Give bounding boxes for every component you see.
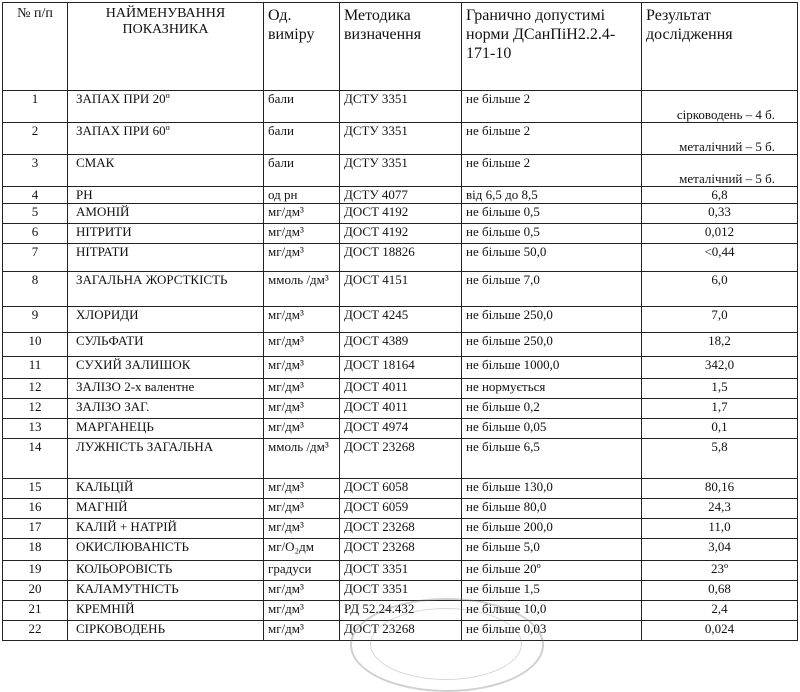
- cell-name: ЛУЖНІСТЬ ЗАГАЛЬНА: [68, 439, 264, 479]
- cell-num: 14: [3, 439, 68, 479]
- cell-unit: мг/дм³: [264, 244, 340, 272]
- cell-num: 3: [3, 155, 68, 187]
- cell-norm: не більше 0,05: [462, 419, 642, 439]
- cell-name: МАРГАНЕЦЬ: [68, 419, 264, 439]
- cell-method: ДСТУ 3351: [340, 91, 462, 123]
- cell-method: ДОСТ 4011: [340, 379, 462, 399]
- cell-name: ЗАГАЛЬНА ЖОРСТКІСТЬ: [68, 272, 264, 307]
- cell-num: 11: [3, 357, 68, 379]
- header-method: Методика визначення: [340, 3, 462, 91]
- cell-method: ДОСТ 6058: [340, 479, 462, 499]
- cell-unit: мг/дм³: [264, 581, 340, 601]
- cell-unit: мг/дм³: [264, 419, 340, 439]
- cell-result: 1,5: [642, 379, 798, 399]
- cell-unit: ммоль /дм³: [264, 272, 340, 307]
- cell-method: ДОСТ 4389: [340, 333, 462, 357]
- table-row: [3, 419, 798, 439]
- table-row: [3, 155, 798, 187]
- table-header-row: [3, 3, 798, 91]
- header-result: Результат дослідження: [642, 3, 798, 91]
- cell-unit: мг/дм³: [264, 379, 340, 399]
- cell-name: КАЛІЙ + НАТРІЙ: [68, 519, 264, 539]
- cell-norm: не більше 80,0: [462, 499, 642, 519]
- cell-name: ХЛОРИДИ: [68, 307, 264, 333]
- cell-method: ДОСТ 4011: [340, 399, 462, 419]
- table-row: [3, 439, 798, 479]
- cell-unit: мг/дм³: [264, 479, 340, 499]
- cell-norm: від 6,5 до 8,5: [462, 187, 642, 204]
- cell-norm: не більше 200,0: [462, 519, 642, 539]
- cell-norm: не більше 20º: [462, 561, 642, 581]
- cell-norm: не більше 5,0: [462, 539, 642, 561]
- cell-norm: не більше 0,5: [462, 204, 642, 224]
- table-row: [3, 479, 798, 499]
- cell-num: 17: [3, 519, 68, 539]
- cell-result: 2,4: [642, 601, 798, 621]
- cell-num: 13: [3, 419, 68, 439]
- cell-method: ДОСТ 6059: [340, 499, 462, 519]
- cell-num: 8: [3, 272, 68, 307]
- header-unit: Од. виміру: [264, 3, 340, 91]
- cell-norm: не більше 6,5: [462, 439, 642, 479]
- cell-unit: бали: [264, 155, 340, 187]
- table-row: [3, 519, 798, 539]
- cell-result: металічний – 5 б.: [642, 123, 798, 155]
- cell-num: 20: [3, 581, 68, 601]
- table-row: [3, 204, 798, 224]
- cell-name: СУХИЙ ЗАЛИШОК: [68, 357, 264, 379]
- cell-name: PH: [68, 187, 264, 204]
- cell-num: 22: [3, 621, 68, 641]
- cell-method: ДОСТ 18826: [340, 244, 462, 272]
- water-analysis-table: [2, 2, 798, 641]
- cell-num: 15: [3, 479, 68, 499]
- header-name: НАЙМЕНУВАННЯ ПОКАЗНИКА: [68, 3, 264, 91]
- cell-norm: не більше 250,0: [462, 333, 642, 357]
- cell-result: сірководень – 4 б.: [642, 91, 798, 123]
- cell-result: 80,16: [642, 479, 798, 499]
- cell-norm: не більше 2: [462, 91, 642, 123]
- cell-name: СМАК: [68, 155, 264, 187]
- cell-unit: мг/O₂дм: [264, 539, 340, 561]
- cell-result: 342,0: [642, 357, 798, 379]
- cell-method: ДОСТ 3351: [340, 581, 462, 601]
- cell-num: 1: [3, 91, 68, 123]
- cell-result: <0,44: [642, 244, 798, 272]
- table-row: [3, 399, 798, 419]
- table-row: [3, 272, 798, 307]
- cell-unit: мг/дм³: [264, 621, 340, 641]
- cell-num: 21: [3, 601, 68, 621]
- cell-name: КРЕМНІЙ: [68, 601, 264, 621]
- cell-result: 7,0: [642, 307, 798, 333]
- cell-result: 0,68: [642, 581, 798, 601]
- cell-name: ЗАЛІЗО 2-х валентне: [68, 379, 264, 399]
- cell-method: ДОСТ 4974: [340, 419, 462, 439]
- cell-name: АМОНІЙ: [68, 204, 264, 224]
- cell-name: ОКИСЛЮВАНІСТЬ: [68, 539, 264, 561]
- cell-unit: ммоль /дм³: [264, 439, 340, 479]
- cell-norm: не більше 1000,0: [462, 357, 642, 379]
- cell-unit: мг/дм³: [264, 519, 340, 539]
- cell-unit: мг/дм³: [264, 224, 340, 244]
- cell-norm: не більше 0,03: [462, 621, 642, 641]
- table-row: [3, 357, 798, 379]
- cell-unit: мг/дм³: [264, 399, 340, 419]
- cell-method: ДОСТ 4192: [340, 224, 462, 244]
- cell-result: 5,8: [642, 439, 798, 479]
- cell-method: ДОСТ 3351: [340, 561, 462, 581]
- cell-num: 7: [3, 244, 68, 272]
- cell-name: НІТРАТИ: [68, 244, 264, 272]
- cell-norm: не більше 10,0: [462, 601, 642, 621]
- cell-method: ДСТУ 3351: [340, 155, 462, 187]
- cell-name: ЗАЛІЗО ЗАГ.: [68, 399, 264, 419]
- cell-unit: мг/дм³: [264, 307, 340, 333]
- cell-result: металічний – 5 б.: [642, 155, 798, 187]
- cell-result: 0,33: [642, 204, 798, 224]
- cell-name: ЗАПАХ ПРИ 20º: [68, 91, 264, 123]
- cell-num: 10: [3, 333, 68, 357]
- table-row: [3, 561, 798, 581]
- cell-result: 0,1: [642, 419, 798, 439]
- cell-method: ДОСТ 23268: [340, 519, 462, 539]
- cell-result: 3,04: [642, 539, 798, 561]
- cell-method: ДОСТ 4245: [340, 307, 462, 333]
- cell-norm: не нормується: [462, 379, 642, 399]
- cell-result: 24,3: [642, 499, 798, 519]
- cell-result: 6,8: [642, 187, 798, 204]
- cell-num: 18: [3, 539, 68, 561]
- cell-result: 11,0: [642, 519, 798, 539]
- cell-num: 12: [3, 379, 68, 399]
- table-row: [3, 601, 798, 621]
- cell-norm: не більше 130,0: [462, 479, 642, 499]
- cell-method: ДОСТ 18164: [340, 357, 462, 379]
- table-row: [3, 581, 798, 601]
- cell-method: РД 52.24.432: [340, 601, 462, 621]
- cell-name: МАГНІЙ: [68, 499, 264, 519]
- table-row: [3, 91, 798, 123]
- cell-num: 12: [3, 399, 68, 419]
- cell-name: СІРКОВОДЕНЬ: [68, 621, 264, 641]
- cell-method: ДСТУ 3351: [340, 123, 462, 155]
- cell-result: 23º: [642, 561, 798, 581]
- table-row: [3, 307, 798, 333]
- table-row: [3, 539, 798, 561]
- table-row: [3, 621, 798, 641]
- cell-unit: мг/дм³: [264, 499, 340, 519]
- cell-unit: градуси: [264, 561, 340, 581]
- cell-method: ДОСТ 23268: [340, 621, 462, 641]
- table-row: [3, 379, 798, 399]
- cell-num: 19: [3, 561, 68, 581]
- cell-unit: мг/дм³: [264, 333, 340, 357]
- table-row: [3, 333, 798, 357]
- cell-result: 18,2: [642, 333, 798, 357]
- header-norm: Гранично допустимі норми ДСанПіН2.2.4-171-10: [462, 3, 642, 91]
- cell-result: 6,0: [642, 272, 798, 307]
- cell-result: 0,024: [642, 621, 798, 641]
- cell-norm: не більше 250,0: [462, 307, 642, 333]
- cell-name: НІТРИТИ: [68, 224, 264, 244]
- cell-method: ДОСТ 23268: [340, 539, 462, 561]
- cell-norm: не більше 0,2: [462, 399, 642, 419]
- cell-num: 5: [3, 204, 68, 224]
- cell-unit: од рн: [264, 187, 340, 204]
- cell-norm: не більше 7,0: [462, 272, 642, 307]
- cell-unit: мг/дм³: [264, 357, 340, 379]
- cell-name: СУЛЬФАТИ: [68, 333, 264, 357]
- table-row: [3, 499, 798, 519]
- cell-method: ДОСТ 4151: [340, 272, 462, 307]
- table-row: [3, 187, 798, 204]
- cell-name: ЗАПАХ ПРИ 60º: [68, 123, 264, 155]
- cell-num: 2: [3, 123, 68, 155]
- cell-norm: не більше 0,5: [462, 224, 642, 244]
- cell-unit: мг/дм³: [264, 601, 340, 621]
- table-row: [3, 244, 798, 272]
- cell-name: КОЛЬОРОВІСТЬ: [68, 561, 264, 581]
- table-row: [3, 224, 798, 244]
- cell-num: 16: [3, 499, 68, 519]
- cell-num: 6: [3, 224, 68, 244]
- cell-method: ДСТУ 4077: [340, 187, 462, 204]
- cell-method: ДОСТ 23268: [340, 439, 462, 479]
- cell-norm: не більше 50,0: [462, 244, 642, 272]
- cell-name: КАЛЬЦІЙ: [68, 479, 264, 499]
- cell-norm: не більше 1,5: [462, 581, 642, 601]
- table-row: [3, 123, 798, 155]
- cell-unit: бали: [264, 91, 340, 123]
- cell-unit: бали: [264, 123, 340, 155]
- cell-norm: не більше 2: [462, 155, 642, 187]
- cell-name: КАЛАМУТНІСТЬ: [68, 581, 264, 601]
- header-num: № п/п: [3, 3, 68, 91]
- cell-result: 0,012: [642, 224, 798, 244]
- cell-num: 4: [3, 187, 68, 204]
- cell-num: 9: [3, 307, 68, 333]
- cell-result: 1,7: [642, 399, 798, 419]
- cell-unit: мг/дм³: [264, 204, 340, 224]
- cell-method: ДОСТ 4192: [340, 204, 462, 224]
- cell-norm: не більше 2: [462, 123, 642, 155]
